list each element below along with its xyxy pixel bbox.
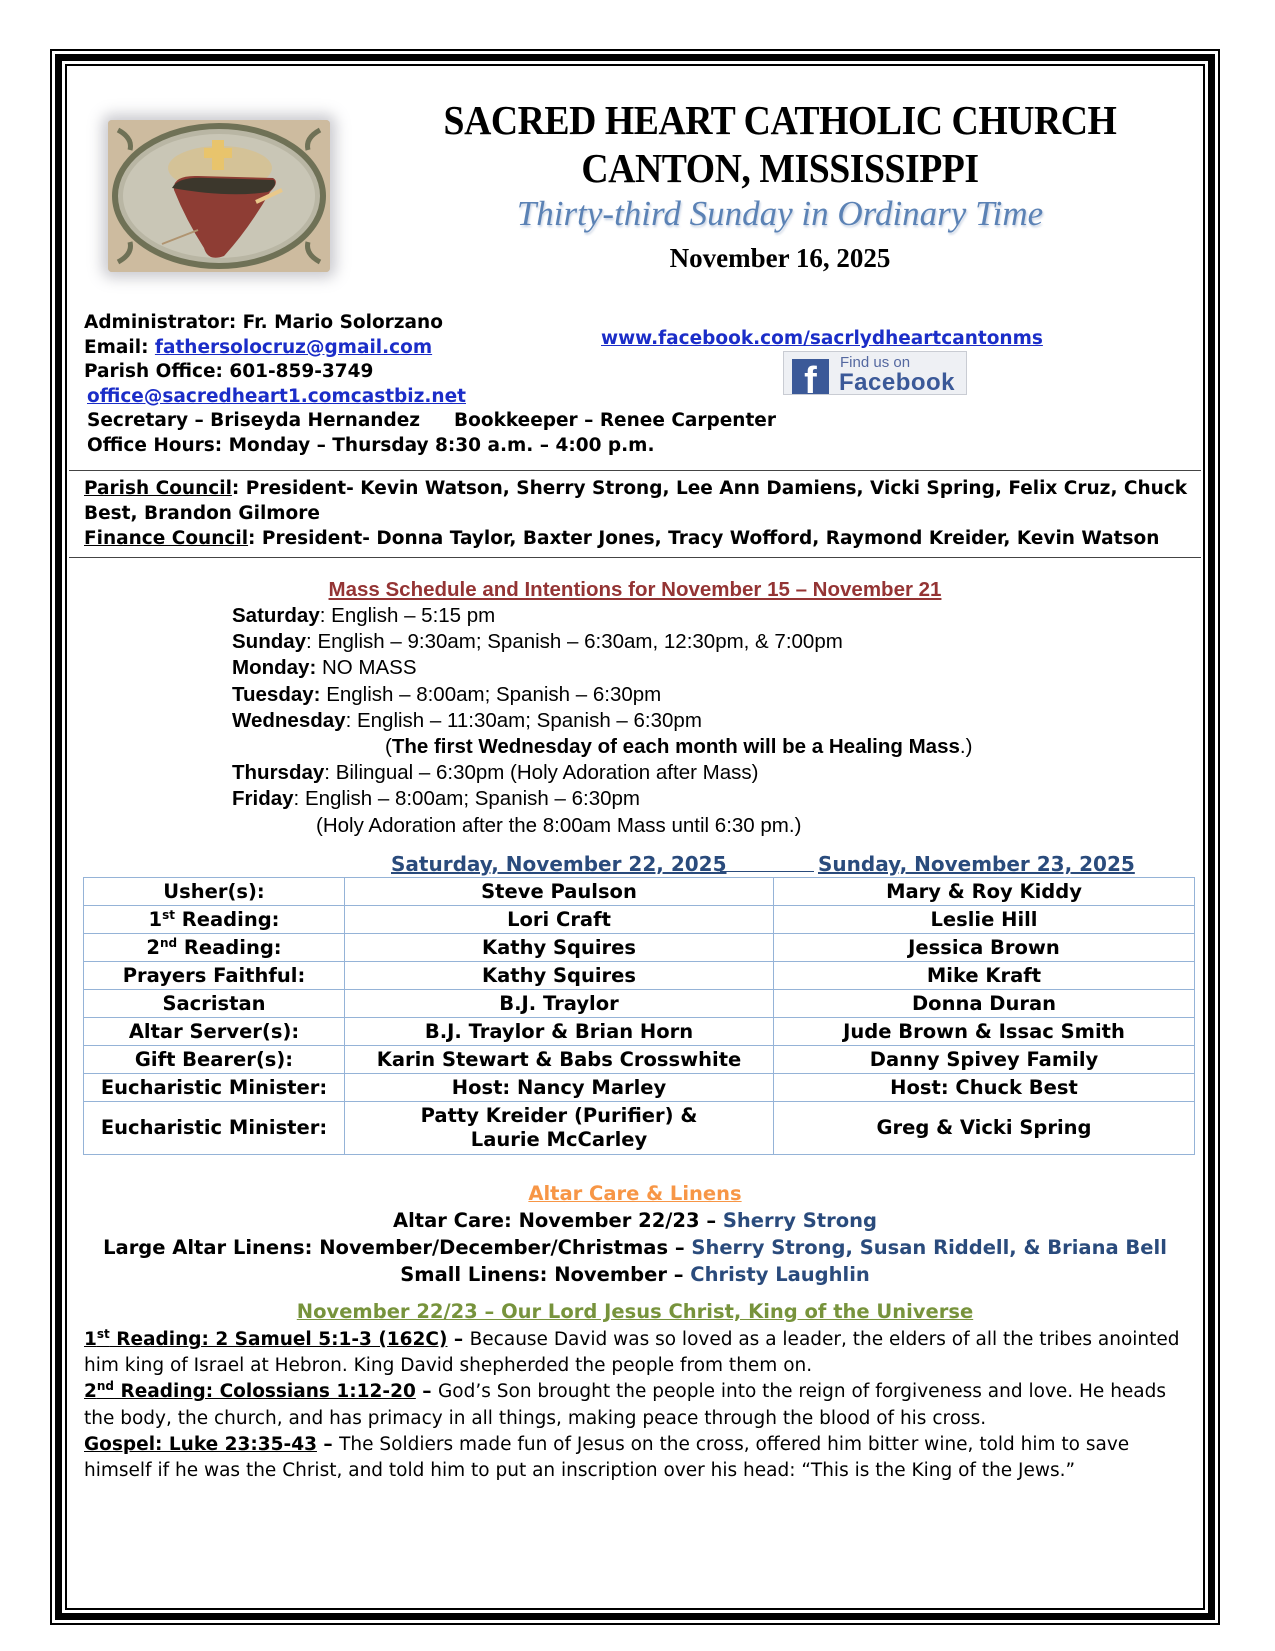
bookkeeper: Bookkeeper – Renee Carpenter [454, 410, 776, 431]
table-row [84, 1102, 1195, 1155]
saturday-cell: Host: Nancy Marley [345, 1074, 774, 1102]
parish-council [84, 476, 1199, 526]
first-reading: 1st Reading: 2 Samuel 5:1-3 (162C) – Because David was so loved as a leader, the elders of all the tribes anointed him king of Israel at Hebron. King David shepherded the people from them on. [84, 1327, 1180, 1377]
sunday-cell: Donna Duran [774, 990, 1195, 1018]
altar-care-section [69, 1180, 1201, 1288]
sunday-cell: Danny Spivey Family [774, 1046, 1195, 1074]
mass-schedule-heading: Mass Schedule and Intentions for November 15 – November 21 [328, 578, 942, 601]
sunday-cell: Mary & Roy Kiddy [774, 878, 1195, 906]
email-link[interactable]: fathersolocruz@gmail.com [154, 336, 433, 358]
table-row [84, 934, 1195, 962]
sunday-cell: Jude Brown & Issac Smith [774, 1018, 1195, 1046]
office-email-row [84, 385, 776, 410]
sunday-cell: Greg & Vicki Spring [774, 1102, 1195, 1155]
saturday-cell: Patty Kreider (Purifier) & Laurie McCarley [345, 1102, 774, 1155]
table-row [84, 1046, 1195, 1074]
schedule-friday: Friday: English – 8:00am; Spanish – 6:30pm [232, 787, 640, 811]
administrator: Administrator: Fr. Mario Solorzano [84, 312, 443, 333]
heading-underline-gap [720, 871, 814, 872]
mass-schedule [232, 603, 972, 839]
office-hours: Office Hours: Monday – Thursday 8:30 a.m. – 4:00 p.m. [87, 434, 655, 456]
schedule-wednesday: Wednesday: English – 11:30am; Spanish – 6:30pm [232, 708, 702, 732]
parish-council-label: Parish Council [84, 478, 232, 499]
facebook-badge-big-text: Facebook [839, 369, 956, 395]
second-reading: 2nd Reading: Colossians 1:12-20 – God’s Son brought the people into the reign of forgiveness and love. He heads the body, the church, and has primacy in all things, making peace through the blood of his cross. [84, 1379, 1167, 1429]
saturday-cell: Lori Craft [345, 906, 774, 934]
saturday-cell: Karin Stewart & Babs Crosswhite [345, 1046, 774, 1074]
parish-council-members: : President- Kevin Watson, Sherry Strong, Lee Ann Damiens, Vicki Spring, Felix Cruz, Chuck Best, Brandon Gilmore [84, 478, 1188, 524]
gospel-reading: Gospel: Luke 23:35-43 – The Soldiers made fun of Jesus on the cross, offered him bitter wine, told him to save himself if he was the Christ, and told him to put an inscription over his head: “This is the King of the Jews.” [84, 1433, 1130, 1482]
schedule-monday: Monday: NO MASS [232, 656, 417, 680]
church-location: CANTON, MISSISSIPPI [581, 145, 979, 191]
table-row [84, 962, 1195, 990]
staff-row [84, 409, 776, 434]
role-cell: 2nd Reading: [84, 934, 345, 962]
role-cell: Eucharistic Minister: [84, 1102, 345, 1155]
facebook-link[interactable]: www.facebook.com/sacrlydheartcantonms [601, 328, 1043, 349]
office-email-link[interactable]: office@sacredheart1.comcastbiz.net [87, 385, 466, 407]
secretary: Secretary – Briseyda Hernandez [87, 410, 421, 431]
role-cell: Gift Bearer(s): [84, 1046, 345, 1074]
readings-block [84, 1327, 1199, 1484]
sacred-heart-logo-image [108, 120, 330, 272]
saturday-cell: Steve Paulson [345, 878, 774, 906]
schedule-thursday: Thursday: Bilingual – 6:30pm (Holy Adoration after Mass) [232, 761, 759, 785]
small-linens-line: Small Linens: November – Christy Laughlin [400, 1263, 870, 1286]
liturgical-day: Thirty-third Sunday in Ordinary Time [516, 194, 1044, 233]
finance-council-members: : President- Donna Taylor, Baxter Jones, Tracy Wofford, Raymond Kreider, Kevin Watson [248, 528, 1160, 549]
large-linens-line: Large Altar Linens: November/December/Christmas – Sherry Strong, Susan Riddell, & Briana Bell [103, 1236, 1167, 1259]
sunday-cell: Leslie Hill [774, 906, 1195, 934]
church-name: SACRED HEART CATHOLIC CHURCH [443, 97, 1117, 143]
sunday-heading: Sunday, November 23, 2025 [818, 852, 1135, 876]
facebook-badge-small-text: Find us on [840, 354, 911, 371]
councils-block [84, 476, 1199, 551]
altar-care-heading: Altar Care & Linens [528, 1182, 742, 1205]
table-row [84, 1018, 1195, 1046]
table-row [84, 906, 1195, 934]
schedule-tuesday: Tuesday: English – 8:00am; Spanish – 6:30pm [232, 682, 662, 706]
readings-heading: November 22/23 – Our Lord Jesus Christ, King of the Universe [296, 1300, 974, 1323]
divider [69, 470, 1201, 471]
email-label: Email: [84, 336, 155, 358]
sacred-heart-icon [108, 120, 330, 272]
role-cell: Sacristan [84, 990, 345, 1018]
table-row [84, 1074, 1195, 1102]
table-row [84, 878, 1195, 906]
saturday-heading: Saturday, November 22, 2025 [391, 852, 727, 876]
altar-care-line: Altar Care: November 22/23 – Sherry Strong [393, 1209, 877, 1232]
saturday-cell: Kathy Squires [345, 962, 774, 990]
facebook-url-row [601, 328, 1043, 349]
saturday-cell: B.J. Traylor [345, 990, 774, 1018]
saturday-cell: Kathy Squires [345, 934, 774, 962]
sunday-cell: Jessica Brown [774, 934, 1195, 962]
sunday-cell: Host: Chuck Best [774, 1074, 1195, 1102]
find-us-on-facebook-badge[interactable] [783, 351, 967, 395]
role-cell: Prayers Faithful: [84, 962, 345, 990]
sunday-cell: Mike Kraft [774, 962, 1195, 990]
role-cell: Eucharistic Minister: [84, 1074, 345, 1102]
saturday-cell: B.J. Traylor & Brian Horn [345, 1018, 774, 1046]
ministry-schedule-table [83, 877, 1195, 1155]
role-cell: 1st Reading: [84, 906, 345, 934]
finance-council-label: Finance Council [84, 528, 249, 549]
finance-council [84, 526, 1199, 551]
table-row [84, 990, 1195, 1018]
schedule-saturday: Saturday: English – 5:15 pm [232, 604, 496, 627]
schedule-sunday: Sunday: English – 9:30am; Spanish – 6:30am, 12:30pm, & 7:00pm [232, 630, 843, 654]
role-cell: Altar Server(s): [84, 1018, 345, 1046]
wednesday-healing-mass-note: (The first Wednesday of each month will be a Healing Mass.) [385, 735, 973, 759]
bulletin-date: November 16, 2025 [669, 243, 891, 273]
facebook-icon: f [792, 359, 829, 395]
role-cell: Usher(s): [84, 878, 345, 906]
friday-adoration-note: (Holy Adoration after the 8:00am Mass until 6:30 pm.) [316, 813, 802, 837]
parish-office-phone: Parish Office: 601-859-3749 [84, 361, 374, 382]
divider [69, 557, 1201, 558]
